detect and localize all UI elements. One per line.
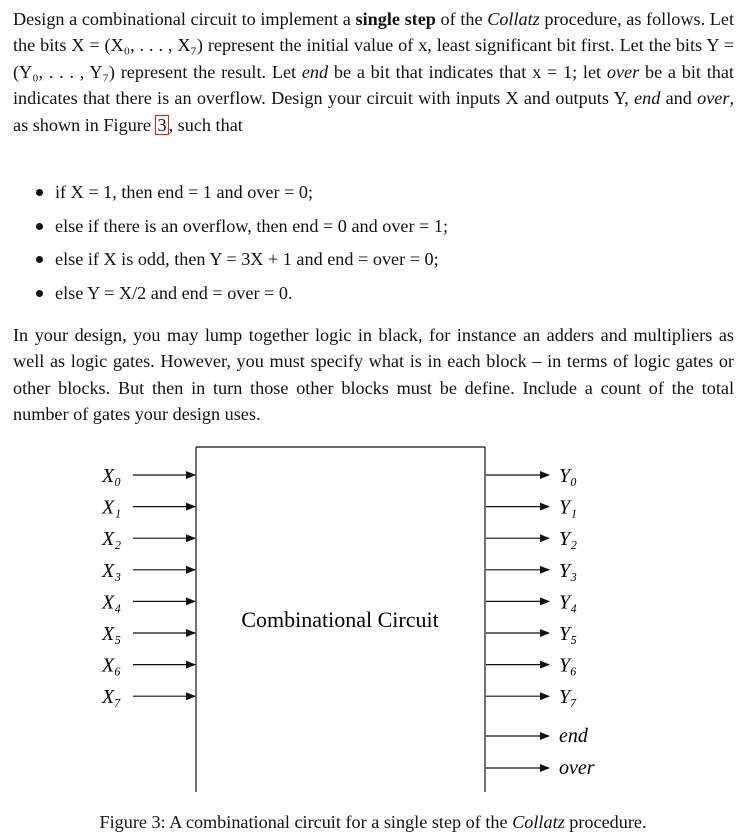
input-signals — [101, 465, 195, 708]
caption-text: Figure 3: A combinational circuit for a single step of the — [99, 812, 513, 832]
list-item-text: else Y = X/2 and end = over = 0. — [55, 282, 293, 303]
end-output-label: end — [559, 725, 588, 747]
text-run: procedure, as follows. Let the bits X = (X₀, . . . , X₇) represent the initial value of x, least significant bit first. Let the bits Y = (Y₀, . . . , Y₇) represent the result. Let — [13, 9, 735, 82]
bullet-icon — [36, 189, 43, 196]
output-signals — [486, 465, 595, 779]
list-item — [36, 176, 448, 210]
input-label: X₆ — [102, 654, 122, 677]
bold-text: single step — [355, 9, 436, 29]
bullet-icon — [36, 223, 43, 230]
caption-text: procedure. — [564, 812, 647, 832]
list-item — [36, 210, 448, 244]
output-label: Y₁ — [559, 496, 578, 519]
italic-text: end — [301, 61, 329, 82]
text-run: Design a combinational circuit to implement a — [13, 9, 356, 29]
list-item — [36, 243, 448, 277]
output-label: Y₃ — [559, 559, 578, 582]
bullet-icon — [36, 256, 43, 263]
text-run: of the — [435, 9, 488, 29]
circuit-figure — [0, 438, 746, 798]
input-label: X₇ — [102, 686, 122, 709]
text-run: be a bit that indicates that there is an overflow. Design your circuit with inputs X and outputs Y, — [13, 61, 734, 109]
circuit-block-label: Combinational Circuit — [241, 607, 439, 632]
list-item-text: else if X is odd, then Y = 3X + 1 and end = over = 0; — [55, 249, 439, 270]
input-label: X₅ — [102, 623, 122, 645]
italic-text: end — [634, 88, 661, 109]
output-label: Y₂ — [559, 528, 578, 551]
text-run: , such that — [168, 114, 243, 135]
input-label: X₄ — [102, 591, 122, 614]
figure-caption — [0, 810, 746, 834]
input-label: X₀ — [102, 465, 122, 487]
output-label: Y₆ — [559, 654, 578, 677]
bullet-icon — [36, 290, 43, 297]
italic-text: over — [697, 88, 730, 109]
list-item — [36, 277, 448, 311]
problem-paragraph-2: In your design, you may lump together logic in black, for instance an adders and multipliers as well as logic gates. However, you must specify what is in each block – in terms of logic gates or other blocks. But then in turn those other blocks must be define. Include a count of the total number of gates your design uses. — [13, 325, 734, 425]
italic-text: Collatz — [487, 9, 540, 29]
text-run: and — [660, 88, 698, 109]
over-output-label: over — [559, 757, 595, 779]
caption-italic: Collatz — [512, 812, 565, 832]
list-item-text: if X = 1, then end = 1 and over = 0; — [55, 182, 314, 202]
italic-text: over — [606, 61, 640, 82]
problem-paragraph-1 — [13, 6, 734, 138]
text-run: be a bit that indicates that x = 1; let — [328, 61, 607, 82]
condition-list — [36, 176, 448, 310]
output-label: Y₀ — [559, 465, 578, 487]
output-label: Y₄ — [559, 591, 578, 614]
text-run: , as shown in Figure — [13, 88, 734, 135]
input-label: X₃ — [102, 559, 122, 582]
list-item-text: else if there is an overflow, then end = 0 and over = 1; — [55, 215, 449, 236]
input-label: X₂ — [102, 528, 122, 551]
output-label: Y₅ — [559, 623, 578, 645]
output-label: Y₇ — [559, 686, 578, 709]
input-label: X₁ — [102, 496, 122, 519]
figure-reference-link[interactable]: 3 — [157, 114, 167, 135]
